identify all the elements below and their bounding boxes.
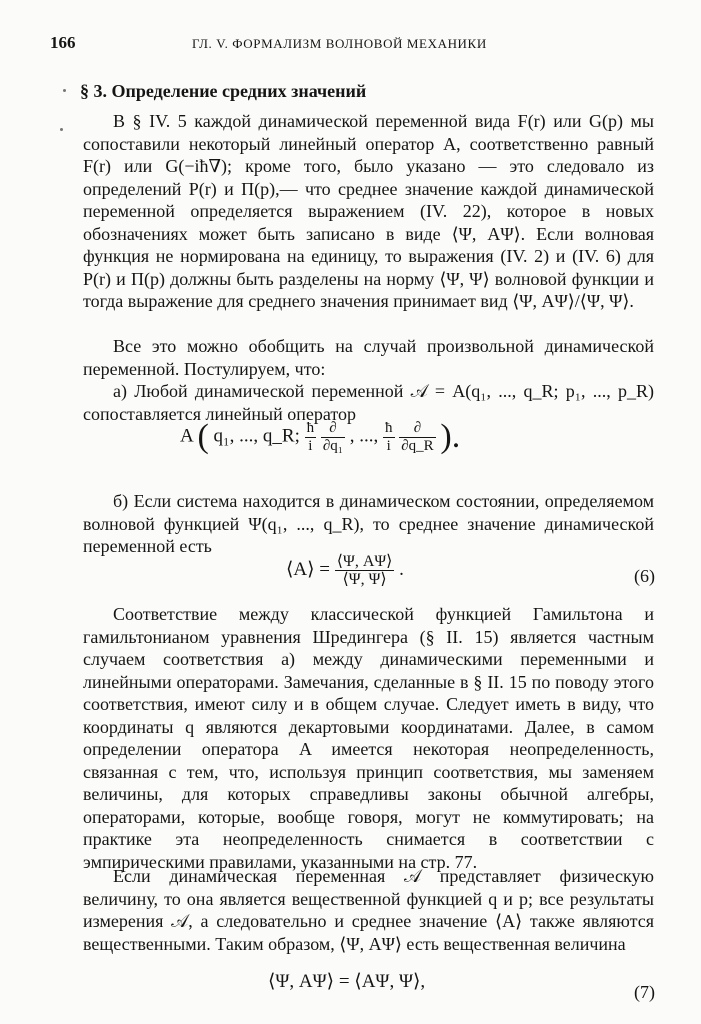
section-title: § 3. Определение средних значений [80, 81, 367, 101]
paragraph-text: Все это можно обобщить на случай произвольной динамической переменной. Постулируем, что: [83, 336, 654, 379]
partial-derivative-fraction: $\frac{\partial}{\partial q\_R}$ [401, 419, 434, 454]
formula-coordinates: q₁, ..., q_R; [213, 425, 300, 447]
running-head: ГЛ. V. ФОРМАЛИЗМ ВОЛНОВОЙ МЕХАНИКИ [192, 36, 487, 51]
paragraph-text: В § IV. 5 каждой динамической переменной вида F(r) или G(p) мы сопоставили некоторый линейный оператор A, соответственно равный F(r) или G(−iħ∇); кроме того, было указано — это следовало из определений P(r) и Π(p),— что среднее значение каждой динамической переменной определяется выражением (IV. 22), которое в новых обозначениях может быть записано в виде ⟨Ψ, AΨ⟩. Если волновая функция не нормирована на единицу, то выражения (IV. 2) и (IV. 6) для P(r) и Π(p) должны быть разделены на норму ⟨Ψ, Ψ⟩ волновой функции и тогда выражение для среднего значения принимает вид ⟨Ψ, AΨ⟩/⟨Ψ, Ψ⟩. [83, 111, 654, 311]
hermiticity-formula: ⟨Ψ, AΨ⟩ = ⟨AΨ, Ψ⟩, [268, 971, 426, 992]
paragraph-text: а) Любой динамической переменной 𝒜 = A(q₁, ..., q_R; p₁, ..., p_R) сопоставляется линейный оператор [83, 381, 654, 424]
equation-number-6: (6) [634, 566, 655, 586]
paragraph-intro [83, 110, 654, 313]
postulate-b [83, 490, 654, 558]
margin-mark [63, 89, 66, 92]
margin-mark [60, 128, 63, 131]
page-header [50, 33, 662, 57]
page-number: 166 [50, 33, 76, 52]
operator-formula [180, 418, 460, 456]
formula-dots: , ..., [349, 425, 379, 447]
average-value-formula [286, 553, 404, 588]
formula-lhs: ⟨A⟩ = [286, 558, 331, 580]
paragraph-real-value [83, 865, 654, 955]
hbar-over-i-fraction: $\frac{ħ}{i}$ [306, 419, 315, 454]
paragraph-text: Соответствие между классической функцией Гамильтона и гамильтонианом уравнения Шредингера (§ II. 15) является частным случаем соответствия а) между динамическими переменными и линейными операторами. Замечания, сделанные в § II. 15 по поводу этого соответствия, имеют силу и в общем случае. Следует иметь в виду, что координаты q являются декартовыми координатами. Далее, в самом определении оператора A имеется некоторая неопределенность, связанная с тем, что, используя принцип соответствия, мы заменяем величины, для которых справедливы законы обычной алгебры, операторами, которые, вообще говоря, могут не коммутировать; на практике эта неопределенность снимается в соответствии с эмпирическими правилами, указанными на стр. 77. [83, 604, 654, 872]
formula-lhs: A [180, 425, 193, 447]
formula-close-paren: ). [440, 418, 461, 455]
average-fraction: $\frac{⟨\Psi, A\Psi⟩}{⟨\Psi, \Psi⟩}$ [336, 553, 393, 588]
paragraph-text: б) Если система находится в динамическом состоянии, определяемом волновой функцией Ψ(q₁, ..., q_R), то среднее значение динамической переменной есть [83, 491, 654, 556]
partial-derivative-fraction: $\frac{\partial}{\text{∂q₁}}$ [322, 419, 343, 454]
formula-tail: . [399, 558, 404, 580]
equation-number-7: (7) [634, 982, 655, 1002]
paragraph-generalization [83, 335, 654, 380]
hbar-over-i-fraction: $\frac{ħ}{i}$ [385, 419, 393, 454]
paragraph-text: Если динамическая переменная 𝒜 представляет физическую величину, то она является вещественной функцией q и p; все результаты измерения 𝒜, а следовательно и среднее значение ⟨A⟩ также являются вещественными. Таким образом, ⟨Ψ, AΨ⟩ есть вещественная величина [83, 866, 654, 954]
formula-open-paren: ( [197, 418, 209, 455]
paragraph-correspondence [83, 603, 654, 873]
